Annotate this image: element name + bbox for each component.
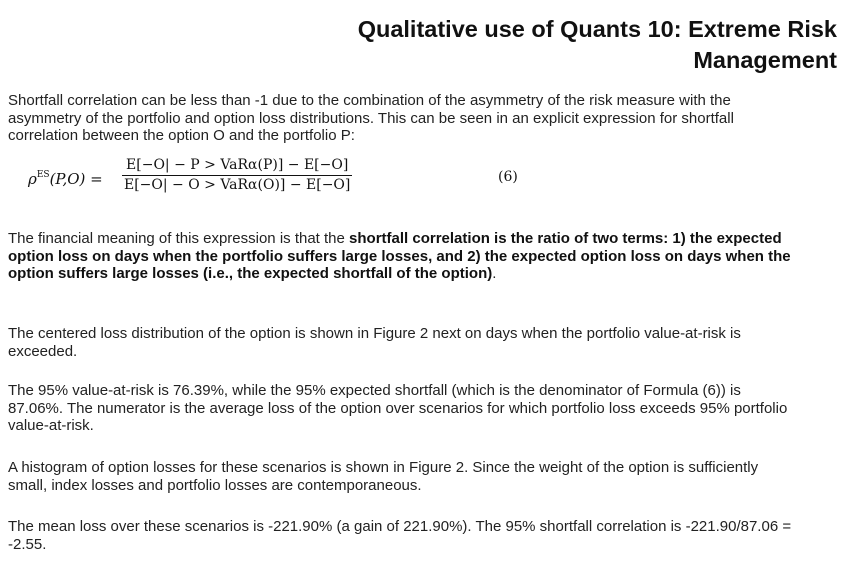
equation-number: (6) (498, 169, 518, 185)
formula-6 (28, 156, 568, 202)
financial-meaning-end: . (492, 265, 497, 282)
financial-meaning-intro: The financial meaning of this expression is that the (8, 230, 350, 247)
paragraph-histogram: A histogram of option losses for these scenarios is shown in Figure 2. Since the weight of the option is sufficiently small, index losses and portfolio losses are contemporaneous. (8, 459, 759, 494)
paragraph-loss-distribution: The centered loss distribution of the option is shown in Figure 2 next on days when the portfolio value-at-risk is exceeded. (8, 325, 741, 360)
rho-symbol: ρ (28, 170, 37, 188)
formula-denominator: E[−O| − O > VaRα(O)] − E[−O] (124, 177, 351, 193)
financial-meaning-bold: shortfall correlation is the ratio of two terms: 1) the expected option loss on days when the portfolio suffers large losses, and 2) the expected option loss on days when the option suffers large losses (i.e., the expected shortfall of the option) (8, 230, 791, 282)
paragraph-intro: Shortfall correlation can be less than -1 due to the combination of the asymmetry of the risk measure with the asymmetry of the portfolio and option loss distributions. This can be seen in an explicit expression for shortfall correlation between the option O and the portfolio P: (8, 92, 734, 144)
formula-fraction (122, 156, 352, 195)
paragraph-mean-loss: The mean loss over these scenarios is -221.90% (a gain of 221.90%). The 95% shortfall correlation is -221.90/87.06 = -2.55. (8, 518, 792, 553)
es-superscript: ES (36, 170, 50, 180)
formula-numerator: E[−O| − P > VaRα(P)] − E[−O] (122, 156, 352, 176)
paragraph-var-es: The 95% value-at-risk is 76.39%, while the 95% expected shortfall (which is the denominator of Formula (6)) is 87.06%. The numerator is the average loss of the option over scenarios for which portfolio loss exceeds 95% portfolio value-at-risk. (8, 382, 788, 434)
formula-lhs (28, 170, 103, 188)
formula-args: (P,O) = (49, 170, 103, 188)
page-title: Qualitative use of Quants 10: Extreme Risk Management (357, 16, 837, 73)
paragraph-financial-meaning (8, 230, 798, 283)
